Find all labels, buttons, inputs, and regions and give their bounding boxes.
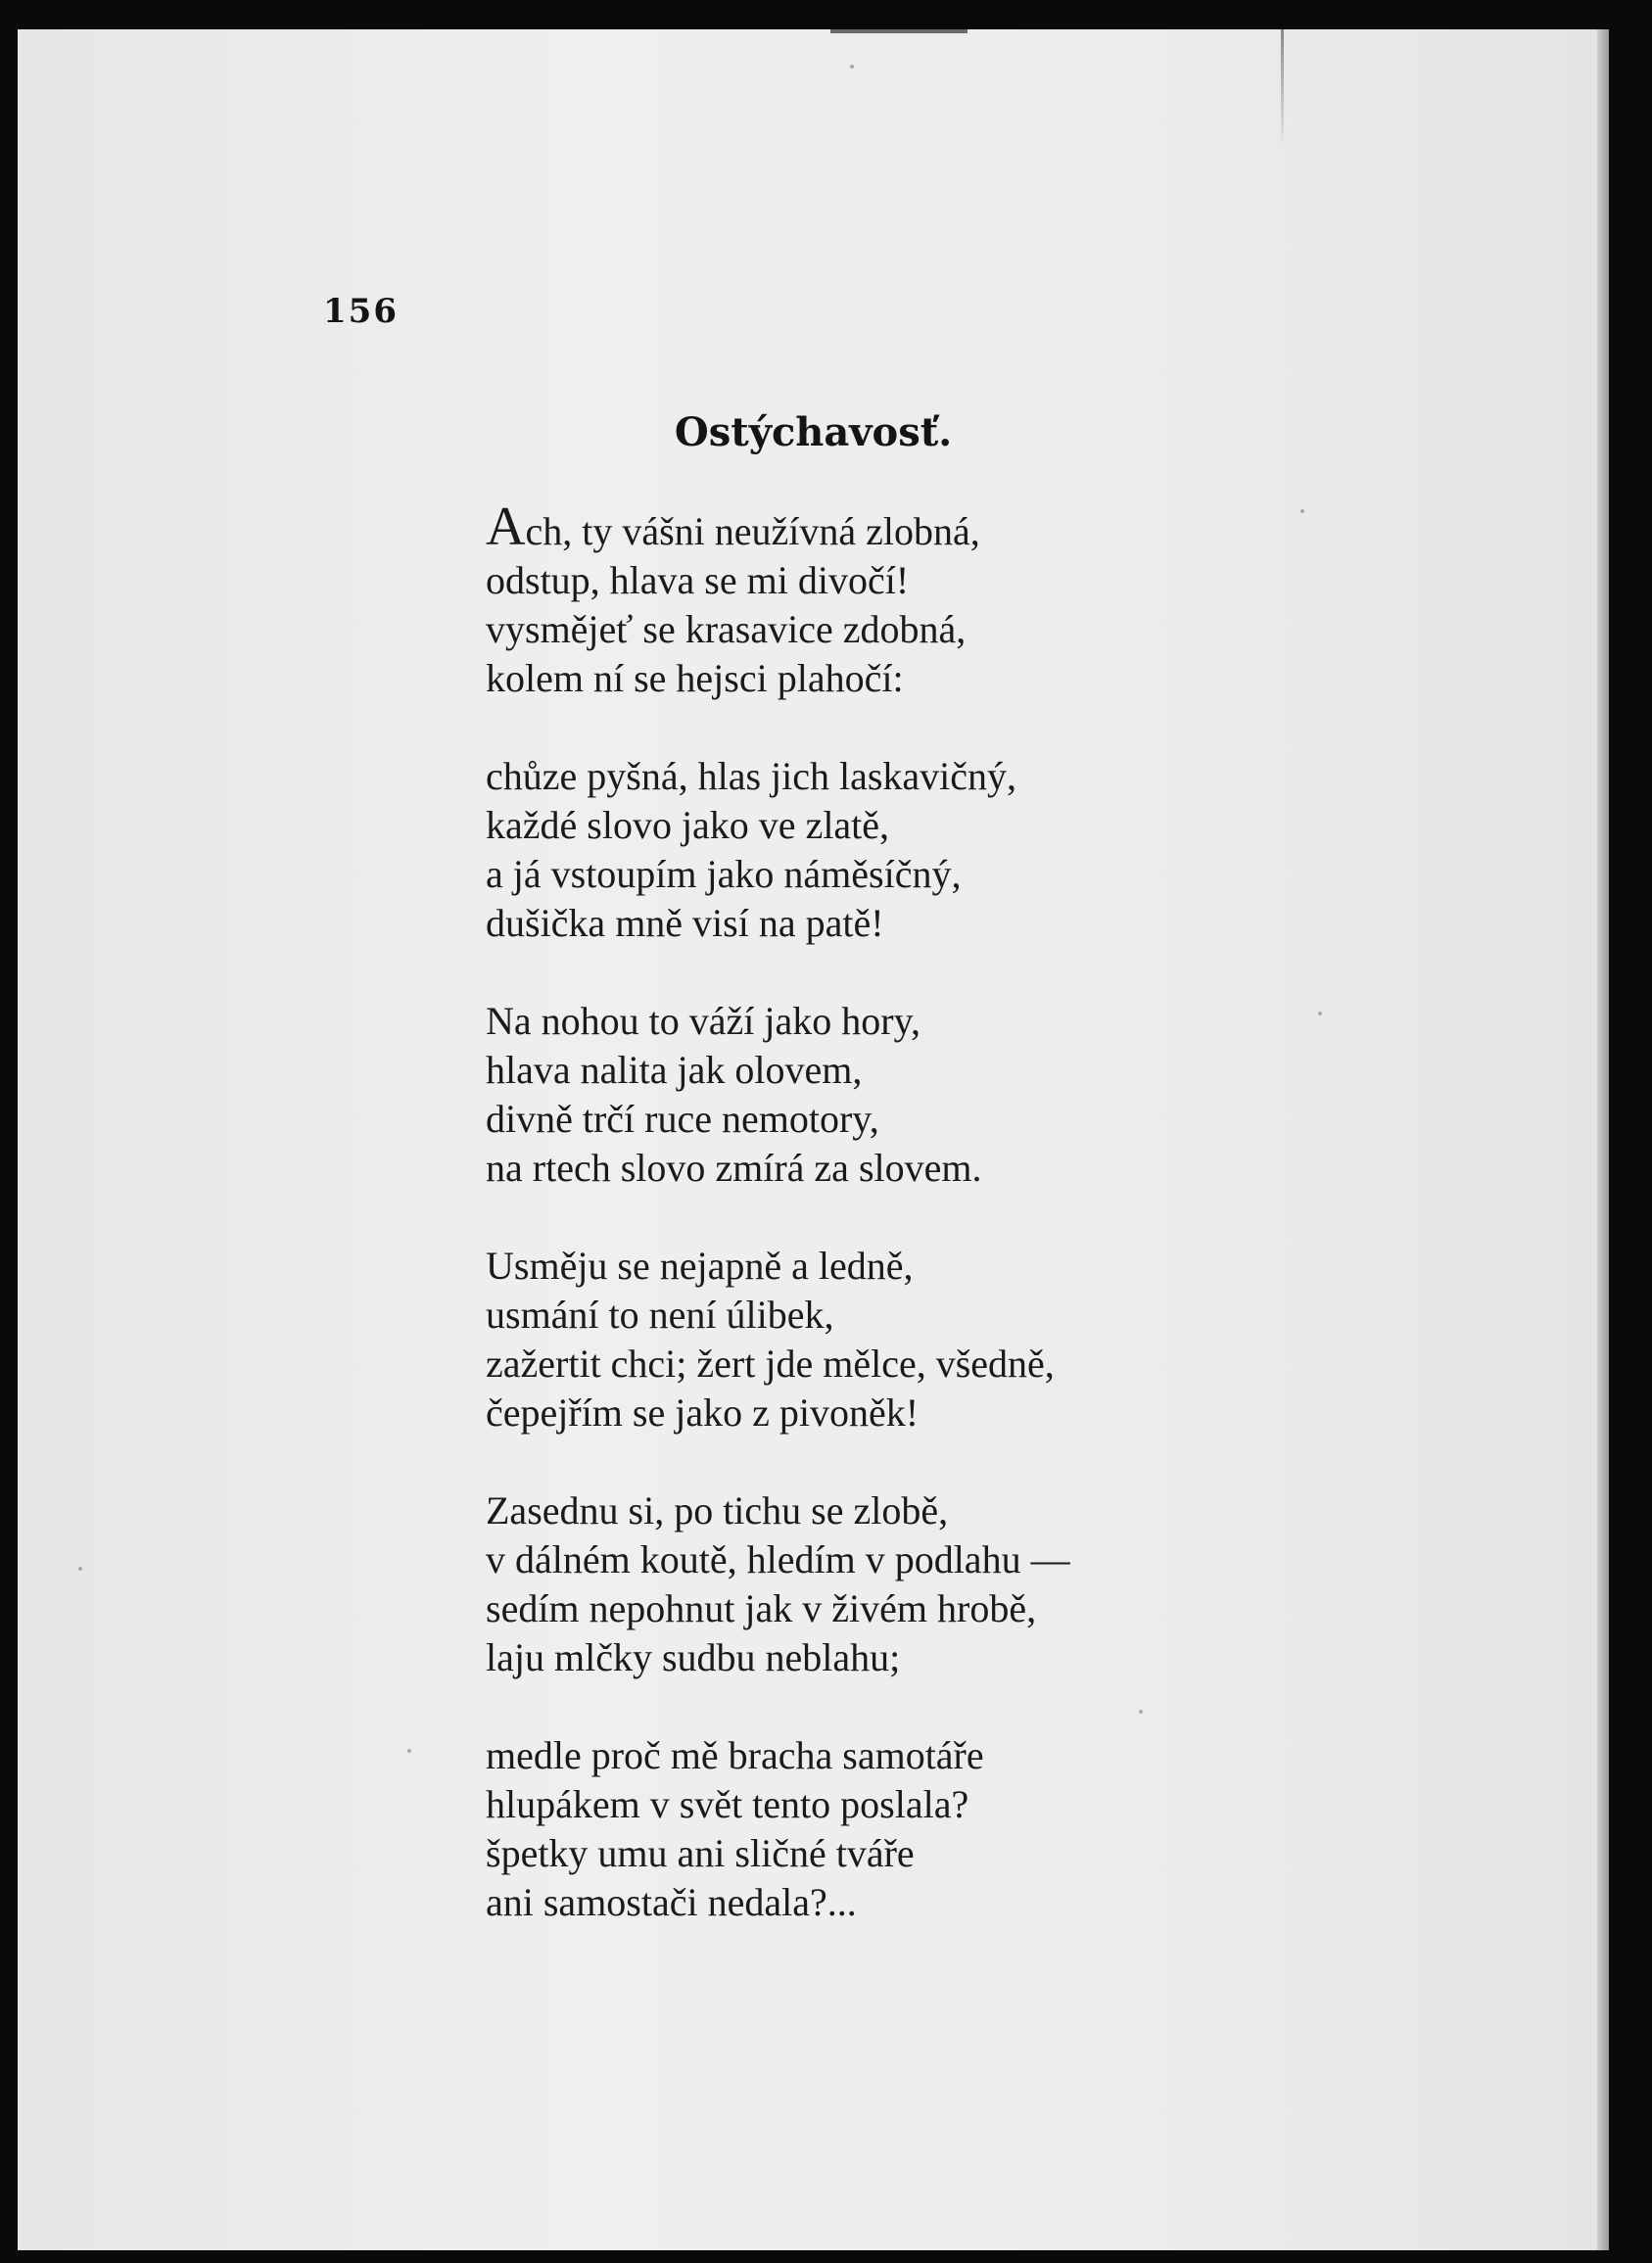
stanza-1 — [486, 496, 1465, 703]
initial-letter: A — [486, 496, 526, 557]
paper-speck — [850, 65, 854, 69]
stanza-4 — [486, 1242, 1465, 1438]
top-edge-mark — [830, 29, 968, 33]
poem-line: kolem ní se hejsci plahočí: — [486, 656, 904, 700]
poem-line: v dálném koutě, hledím v podlahu — — [486, 1537, 1070, 1581]
poem-line: Na nohou to váží jako hory, — [486, 999, 920, 1043]
fold-line — [1281, 29, 1284, 147]
stanza-2 — [486, 752, 1465, 948]
poem-line: ani samostači nedala?... — [486, 1880, 857, 1924]
poem-line: hlupákem v svět tento poslala? — [486, 1782, 969, 1826]
poem-line: vysmějeť se krasavice zdobná, — [486, 607, 967, 651]
poem-line: každé slovo jako ve zlatě, — [486, 803, 890, 847]
poem-title: Ostýchavosť. — [674, 409, 953, 455]
poem-line: medle proč mě bracha samotáře — [486, 1733, 984, 1777]
stanza-5 — [486, 1486, 1465, 1682]
poem-line: zažertit chci; žert jde mělce, všedně, — [486, 1342, 1055, 1386]
stanza-3 — [486, 997, 1465, 1193]
page-gutter-shadow — [1597, 29, 1609, 2250]
poem-line: a já vstoupím jako náměsíčný, — [486, 852, 962, 896]
poem-line: špetky umu ani sličné tváře — [486, 1831, 915, 1875]
poem-line: Usměju se nejapně a ledně, — [486, 1244, 914, 1288]
poem-line: hlava nalita jak olovem, — [486, 1048, 863, 1092]
poem-line: sedím nepohnut jak v živém hrobě, — [486, 1586, 1037, 1630]
poem-line: čepejřím se jako z pivoněk! — [486, 1391, 920, 1435]
paper-speck — [78, 1567, 82, 1571]
poem-line: chůze pyšná, hlas jich laskavičný, — [486, 754, 1017, 798]
poem-body — [486, 496, 1465, 1976]
poem-line: Zasednu si, po tichu se zlobě, — [486, 1488, 949, 1532]
poem-line: na rtech slovo zmírá za slovem. — [486, 1146, 982, 1190]
poem-line — [486, 496, 1465, 557]
poem-line: odstup, hlava se mi divočí! — [486, 558, 910, 602]
poem-line: laju mlčky sudbu neblahu; — [486, 1635, 901, 1679]
poem-line: dušička mně visí na patě! — [486, 901, 884, 945]
poem-line: usmání to není úlibek, — [486, 1293, 834, 1337]
book-page — [18, 29, 1609, 2250]
paper-speck — [407, 1749, 411, 1753]
first-line-text: ch, ty vášni neužívná zlobná, — [525, 509, 980, 553]
poem-line: divně trčí ruce nemotory, — [486, 1097, 879, 1141]
stanza-6 — [486, 1731, 1465, 1927]
page-number: 156 — [323, 292, 399, 331]
